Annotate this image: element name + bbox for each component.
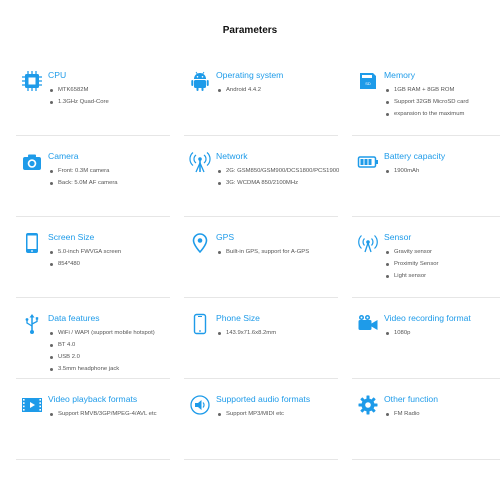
spec-item: 3G: WCDMA 850/2100MHz (216, 177, 339, 189)
spec-item: Support 32GB MicroSD card (384, 96, 469, 108)
spec-section-operating-system (184, 64, 334, 145)
parameters-row (16, 307, 488, 388)
spec-section-phone-size (184, 307, 334, 388)
section-divider (16, 378, 170, 379)
section-divider (352, 459, 500, 460)
gear-icon (357, 394, 379, 416)
usb-icon (21, 313, 43, 335)
section-divider (352, 135, 500, 136)
parameters-grid (16, 64, 488, 469)
spec-item: USB 2.0 (48, 351, 155, 363)
spec-item: 3.5mm headphone jack (48, 363, 155, 375)
spec-item: 1.3GHz Quad-Core (48, 96, 109, 108)
spec-section-title: Camera (48, 151, 79, 161)
spec-item-list (216, 84, 261, 96)
spec-item: Gravity sensor (384, 246, 439, 258)
spec-section-screen-size (16, 226, 166, 307)
spec-item: Front: 0.3M camera (48, 165, 118, 177)
spec-item: Support RMVB/3GP/MPEG-4/AVL etc (48, 408, 157, 420)
spec-item-list (384, 327, 410, 339)
spec-item: FM Radio (384, 408, 420, 420)
spec-item: expansion to the maximum (384, 108, 469, 120)
phone-icon (21, 232, 43, 254)
spec-section-title: Data features (48, 313, 100, 323)
parameters-row (16, 226, 488, 307)
spec-section-title: Supported audio formats (216, 394, 311, 404)
spec-item-list (216, 246, 309, 258)
spec-item-list (216, 327, 276, 339)
phone-outline-icon (189, 313, 211, 335)
spec-section-video-recording-format (352, 307, 500, 388)
section-divider (184, 378, 338, 379)
spec-item: BT 4.0 (48, 339, 155, 351)
spec-item: 854*480 (48, 258, 121, 270)
spec-section-cpu (16, 64, 166, 145)
spec-section-title: Phone Size (216, 313, 260, 323)
spec-item: 2G: GSM850/GSM900/DCS1800/PCS1900 (216, 165, 339, 177)
spec-item-list (384, 165, 419, 177)
parameters-row (16, 388, 488, 469)
spec-section-sensor (352, 226, 500, 307)
spec-item-list (48, 408, 157, 420)
film-icon (21, 394, 43, 416)
spec-section-gps (184, 226, 334, 307)
section-divider (16, 216, 170, 217)
section-divider (352, 297, 500, 298)
spec-section-title: Other function (384, 394, 438, 404)
spec-item: WiFi / WAPI (support mobile hotspot) (48, 327, 155, 339)
camera-icon (21, 151, 43, 173)
audio-speaker-icon (189, 394, 211, 416)
spec-item: MTK6582M (48, 84, 109, 96)
spec-section-title: Screen Size (48, 232, 95, 242)
spec-section-title: Network (216, 151, 248, 161)
spec-section-title: Memory (384, 70, 416, 80)
spec-item: Proximity Sensor (384, 258, 439, 270)
spec-item-list (216, 408, 284, 420)
spec-section-other-function (352, 388, 500, 469)
sensor-signal-icon (357, 232, 379, 254)
spec-item: Support MP3/MIDI etc (216, 408, 284, 420)
section-divider (184, 135, 338, 136)
battery-icon (357, 151, 379, 173)
spec-item: 1080p (384, 327, 410, 339)
spec-section-title: Sensor (384, 232, 412, 242)
video-camera-icon (357, 313, 379, 335)
map-pin-icon (189, 232, 211, 254)
section-divider (184, 459, 338, 460)
spec-section-camera (16, 145, 166, 226)
spec-item-list (384, 408, 420, 420)
spec-item-list (48, 327, 155, 375)
chip-icon (21, 70, 43, 92)
section-divider (16, 459, 170, 460)
spec-section-network (184, 145, 340, 226)
spec-item: Back: 5.0M AF camera (48, 177, 118, 189)
spec-section-battery-capacity (352, 145, 500, 226)
page-title: Parameters (222, 25, 278, 36)
section-divider (184, 216, 338, 217)
spec-section-video-playback-formats (16, 388, 166, 469)
section-divider (352, 378, 500, 379)
spec-section-title: CPU (48, 70, 67, 80)
spec-section-data-features (16, 307, 166, 388)
spec-item-list (48, 246, 121, 270)
spec-section-title: Video playback formats (48, 394, 138, 404)
spec-section-title: GPS (216, 232, 235, 242)
parameters-row (16, 145, 488, 226)
spec-item-list (48, 84, 109, 108)
spec-item-list (384, 246, 439, 282)
section-divider (16, 135, 170, 136)
antenna-icon (189, 151, 211, 173)
android-icon (189, 70, 211, 92)
spec-section-title: Video recording format (384, 313, 471, 323)
svg-text:SD: SD (365, 81, 371, 86)
spec-item: 5.0-inch FWVGA screen (48, 246, 121, 258)
spec-item: Light sensor (384, 270, 439, 282)
spec-item-list (216, 165, 339, 189)
spec-item-list (48, 165, 118, 189)
section-divider (352, 216, 500, 217)
memory-card-icon (357, 70, 379, 92)
spec-section-memory (352, 64, 500, 145)
spec-section-title: Operating system (216, 70, 284, 80)
spec-item: 1GB RAM + 8GB ROM (384, 84, 469, 96)
spec-section-title: Battery capacity (384, 151, 446, 161)
section-divider (184, 297, 338, 298)
spec-item: 143.9x71.6x8.2mm (216, 327, 276, 339)
spec-item: Built-in GPS, support for A-GPS (216, 246, 309, 258)
spec-item: Android 4.4.2 (216, 84, 261, 96)
spec-item-list (384, 84, 469, 120)
spec-item: 1900mAh (384, 165, 419, 177)
parameters-row (16, 64, 488, 145)
spec-section-supported-audio-formats (184, 388, 334, 469)
section-divider (16, 297, 170, 298)
